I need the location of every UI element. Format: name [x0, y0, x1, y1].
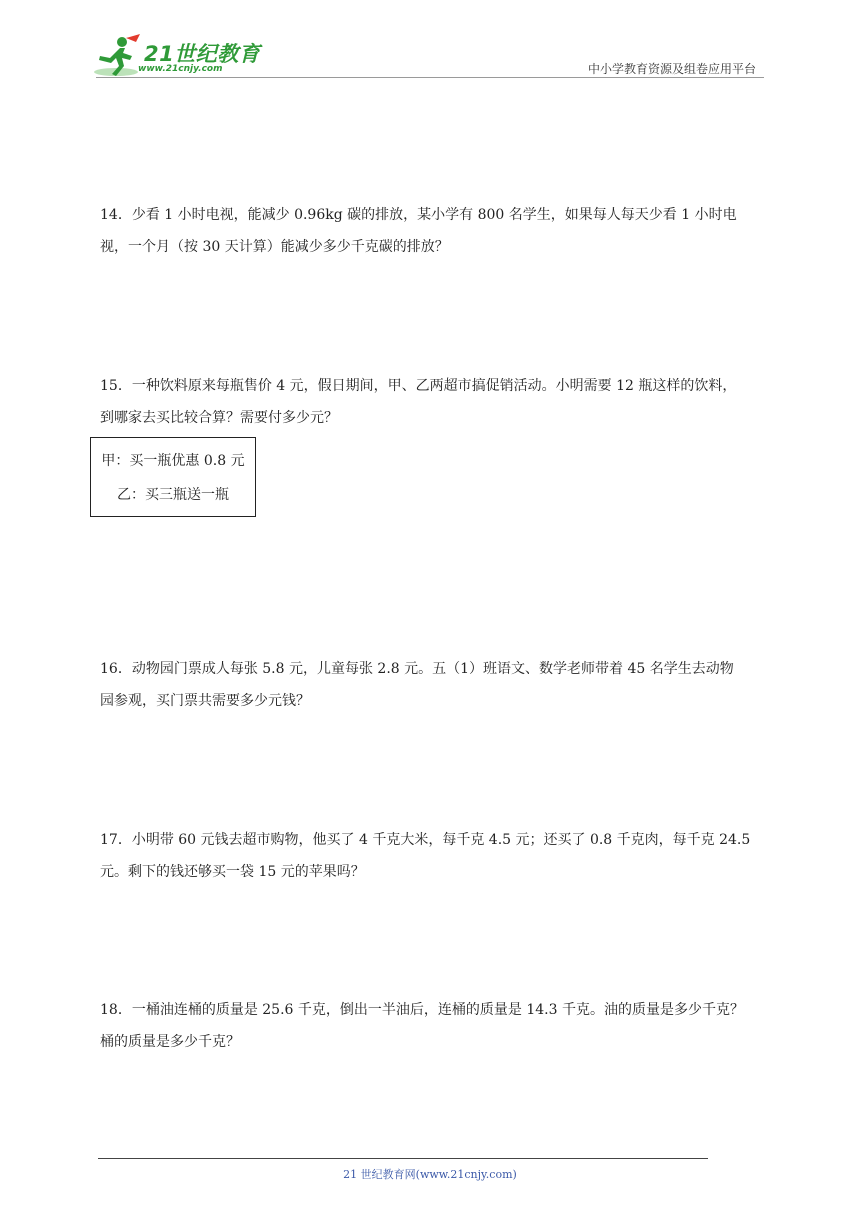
header-divider: [96, 77, 764, 78]
question-18-line-1: 18．一桶油连桶的质量是 25.6 千克，倒出一半油后，连桶的质量是 14.3 千克。油的质量是多少千克？: [100, 1002, 744, 1018]
runner-icon: [92, 34, 142, 78]
question-17-line-1: 17．小明带 60 元钱去超市购物，他买了 4 千克大米，每千克 4.5 元；还买了 0.8 千克肉，每千克 24.5: [100, 832, 751, 848]
logo-url: www.21cnjy.com: [138, 64, 223, 74]
question-14-line-1: 14．少看 1 小时电视，能减少 0.96kg 碳的排放，某小学有 800 名学生，如果每人每天少看 1 小时电: [100, 207, 737, 223]
site-logo: [92, 34, 262, 80]
promotion-box: [90, 437, 256, 517]
question-16-line-1: 16．动物园门票成人每张 5.8 元，儿童每张 2.8 元。五（1）班语文、数学老师带着 45 名学生去动物: [100, 661, 734, 677]
question-17: [100, 824, 765, 888]
header-platform-title: 中小学教育资源及组卷应用平台: [587, 62, 756, 76]
logo-text: 21世纪教育: [144, 42, 261, 66]
question-17-line-2: 元。剩下的钱还够买一袋 15 元的苹果吗？: [100, 864, 365, 880]
question-18-line-2: 桶的质量是多少千克？: [100, 1034, 240, 1050]
question-18: [100, 994, 765, 1058]
promo-supermarket-a: 甲：买一瓶优惠 0.8 元: [101, 453, 245, 469]
question-14: [100, 199, 765, 263]
question-16-line-2: 园参观，买门票共需要多少元钱？: [100, 693, 310, 709]
question-14-line-2: 视，一个月（按 30 天计算）能减少多少千克碳的排放？: [100, 239, 449, 255]
question-16: [100, 653, 765, 717]
question-15-line-2: 到哪家去买比较合算？需要付多少元？: [100, 410, 338, 426]
question-15-line-1: 15．一种饮料原来每瓶售价 4 元，假日期间，甲、乙两超市搞促销活动。小明需要 12 瓶这样的饮料，: [100, 378, 737, 394]
promo-supermarket-b: 乙：买三瓶送一瓶: [117, 487, 229, 503]
question-15: [100, 370, 765, 434]
footer-divider: [98, 1158, 708, 1159]
footer-link[interactable]: 21 世纪教育网(www.21cnjy.com): [343, 1168, 517, 1181]
